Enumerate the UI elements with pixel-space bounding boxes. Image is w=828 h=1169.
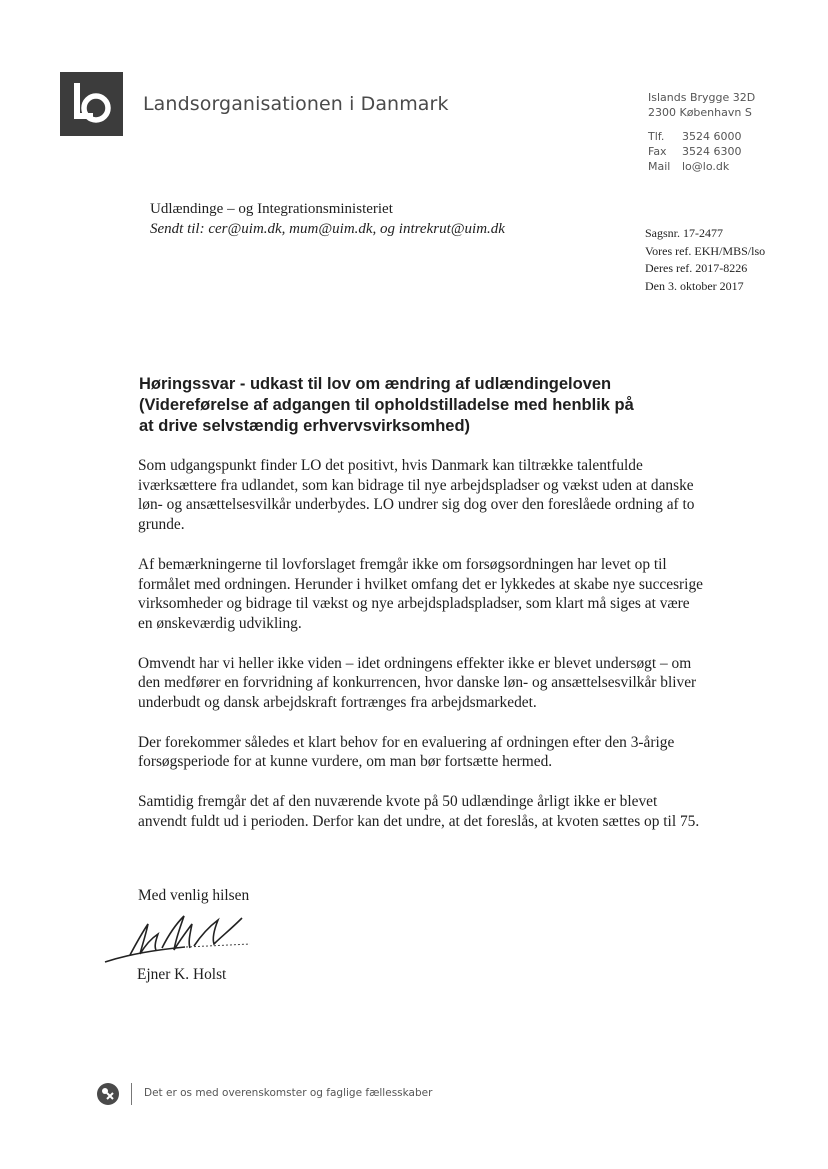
signer-name: Ejner K. Holst	[137, 966, 227, 983]
letter-body	[138, 456, 703, 852]
footer-tagline: Det er os med overenskomster og faglige fællesskaber	[144, 1087, 433, 1099]
contact-label: Tlf.	[648, 130, 665, 143]
our-reference: Vores ref. EKH/MBS/lso	[645, 243, 766, 258]
contact-phone	[648, 129, 742, 144]
your-reference: Deres ref. 2017-8226	[645, 261, 748, 275]
heading-line: Høringssvar - udkast til lov om ændring af udlændingeloven	[139, 375, 612, 393]
recipient-name: Udlændinge – og Integrationsministeriet	[150, 201, 393, 217]
body-paragraph: Af bemærkningerne til lovforslaget fremgår ikke om forsøgsordningen har levet op til formålet med ordningen. Herunder i hvilket omfang det er lykkedes at skabe nye succesrige virksomheder og bidrage til vækst og nye arbejdspladspladser, som klart må siges at være en ønskeværdig udvikling.	[138, 555, 703, 632]
case-number: Sagsnr. 17-2477	[645, 226, 723, 240]
reference-block	[645, 225, 765, 295]
letter-date: Den 3. oktober 2017	[645, 278, 744, 293]
address-line: Islands Brygge 32D	[648, 91, 756, 104]
heading-line: at drive selvstændig erhvervsvirksomhed)	[139, 417, 471, 435]
lo-logo	[60, 72, 123, 136]
contact-block	[648, 129, 742, 174]
footer-logo-icon	[97, 1083, 119, 1105]
body-paragraph: Som udgangspunkt finder LO det positivt, hvis Danmark kan tiltrække talentfulde iværksættere fra udlandet, som kan bidrage til nye arbejdspladser og vækst uden at danske løn- og ansættelsesvilkår underbydes. LO undrer sig dog over den foreslåede ordning af to grunde.	[138, 457, 695, 534]
footer-divider	[131, 1083, 132, 1105]
closing-phrase: Med venlig hilsen	[138, 887, 250, 904]
body-paragraph: Der forekommer således et klart behov for en evaluering af ordningen efter den 3-årige forsøgsperiode for at kunne vurdere, om man bør fortsætte hermed.	[138, 733, 675, 771]
contact-value: lo@lo.dk	[682, 160, 730, 173]
contact-fax	[648, 144, 742, 159]
recipient-block	[150, 199, 505, 239]
body-paragraph: Samtidig fremgår det af den nuværende kvote på 50 udlændinge årligt ikke er blevet anvendt fuldt ud i perioden. Derfor kan det undre, at det foreslås, at kvoten sættes op til 75.	[138, 793, 700, 830]
contact-label: Fax	[648, 145, 667, 158]
contact-label: Mail	[648, 160, 671, 173]
body-paragraph: Omvendt har vi heller ikke viden – idet ordningens effekter ikke er blevet undersøgt – om den medfører en forvridning af konkurrencen, hvor danske løn- og ansættelsesvilkår bliver underbudt og dansk arbejdskraft fortrænges fra arbejdsmarkedet.	[138, 654, 697, 712]
contact-value: 3524 6000	[682, 130, 742, 143]
contact-value: 3524 6300	[682, 145, 742, 158]
heading-line: (Videreførelse af adgangen til opholdstilladelse med henblik på	[139, 396, 634, 414]
organization-name: Landsorganisationen i Danmark	[143, 93, 449, 115]
letter-heading	[139, 374, 699, 437]
address-line: 2300 København S	[648, 106, 752, 119]
contact-mail	[648, 159, 742, 174]
recipient-emails: Sendt til: cer@uim.dk, mum@uim.dk, og intrekrut@uim.dk	[150, 221, 505, 237]
address-block	[648, 90, 755, 120]
